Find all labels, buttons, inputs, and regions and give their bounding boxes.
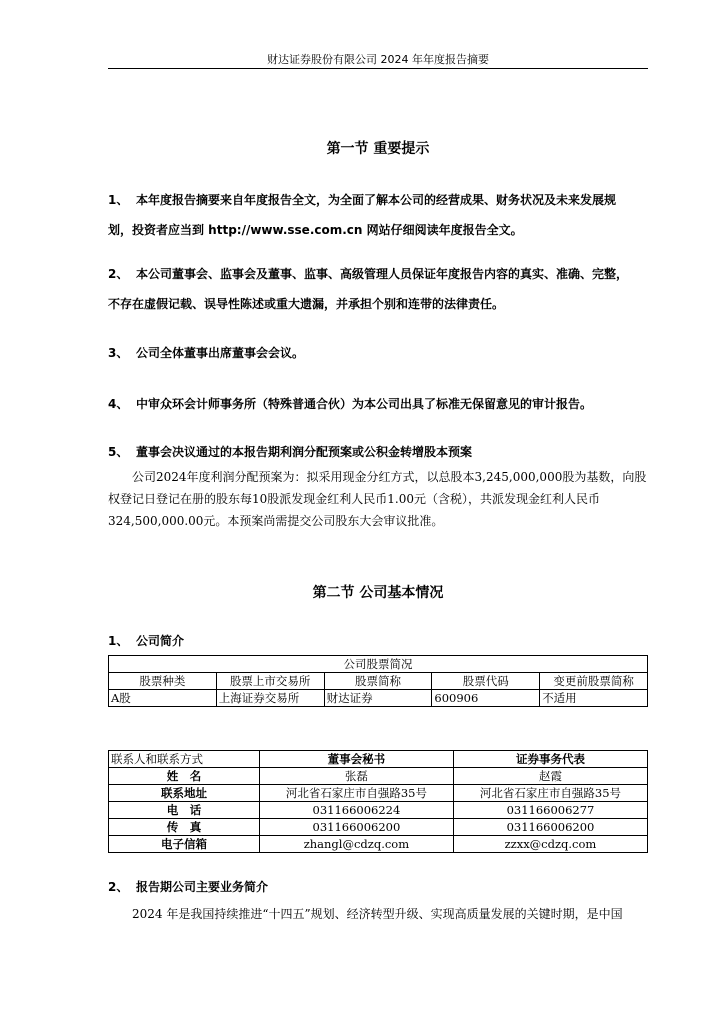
item-number: 2、 bbox=[108, 267, 129, 281]
table-cell: 河北省石家庄市自强路35号 bbox=[453, 785, 647, 802]
table-header-cell: 董事会秘书 bbox=[259, 751, 453, 768]
section2-title: 第二节 公司基本情况 bbox=[312, 585, 444, 601]
table-cell: 不适用 bbox=[540, 690, 648, 707]
item-number: 4、 bbox=[108, 397, 129, 411]
section1-title: 第一节 重要提示 bbox=[326, 141, 430, 157]
table-header-cell: 股票简称 bbox=[324, 673, 432, 690]
table-header-cell: 证券事务代表 bbox=[453, 751, 647, 768]
table-row-label: 电子信箱 bbox=[109, 836, 260, 853]
table-header-cell: 联系人和联系方式 bbox=[109, 751, 260, 768]
item-line: 公司全体董事出席董事会会议。 bbox=[136, 346, 305, 360]
table-header-cell: 股票上市交易所 bbox=[216, 673, 324, 690]
item-line: 本公司董事会、监事会及董事、监事、高级管理人员保证年度报告内容的真实、准确、完整， bbox=[136, 267, 629, 281]
table-row bbox=[109, 690, 648, 707]
table-header-cell: 股票代码 bbox=[432, 673, 540, 690]
item-number: 2、 bbox=[108, 880, 129, 894]
table-cell: 031166006200 bbox=[259, 819, 453, 836]
item-line: 划，投资者应当到 http://www.sse.com.cn 网站仔细阅读年度报告全文。 bbox=[108, 223, 523, 237]
table-row-label: 姓 名 bbox=[109, 768, 260, 785]
table-row bbox=[109, 836, 648, 853]
table-cell: 河北省石家庄市自强路35号 bbox=[259, 785, 453, 802]
table-cell: zhangl@cdzq.com bbox=[259, 836, 453, 853]
table-row-label: 电 话 bbox=[109, 802, 260, 819]
business-overview-heading bbox=[108, 872, 648, 902]
table-header-row bbox=[109, 751, 648, 768]
item-line: 董事会决议通过的本报告期利润分配预案或公积金转增股本预案 bbox=[136, 445, 473, 459]
table-header-cell: 股票种类 bbox=[109, 673, 217, 690]
table-cell: 赵霞 bbox=[453, 768, 647, 785]
table-cell: 上海证券交易所 bbox=[216, 690, 324, 707]
page-header: 财达证券股份有限公司 2024 年年度报告摘要 bbox=[267, 53, 489, 66]
notice-item-2 bbox=[108, 259, 648, 319]
notice-item-4 bbox=[108, 389, 648, 419]
item-number: 1、 bbox=[108, 634, 129, 648]
table-row bbox=[109, 802, 648, 819]
item-line: 中审众环会计师事务所（特殊普通合伙）为本公司出具了标准无保留意见的审计报告。 bbox=[136, 397, 593, 411]
table-header-row bbox=[109, 673, 648, 690]
item-label: 公司简介 bbox=[136, 634, 185, 648]
item-label: 报告期公司主要业务简介 bbox=[136, 880, 269, 894]
dividend-plan-text: 公司2024年度利润分配预案为：拟采用现金分红方式，以总股本3,245,000,000股为基数，向股权登记日登记在册的股东每10股派发现金红利人民币1.00元（含税），共派发现金红利人民币324,500,000.00元。本预案尚需提交公司股东大会审议批准。 bbox=[108, 470, 647, 528]
notice-item-5 bbox=[108, 437, 648, 467]
table-cell: 031166006200 bbox=[453, 819, 647, 836]
table-cell: 张磊 bbox=[259, 768, 453, 785]
company-profile-heading bbox=[108, 626, 648, 656]
table-row bbox=[109, 785, 648, 802]
table-row bbox=[109, 819, 648, 836]
item-number: 3、 bbox=[108, 346, 129, 360]
table-caption: 公司股票简况 bbox=[109, 656, 648, 673]
table-cell: 031166006224 bbox=[259, 802, 453, 819]
table-row-label: 联系地址 bbox=[109, 785, 260, 802]
table-header-cell: 变更前股票简称 bbox=[540, 673, 648, 690]
item-line: 不存在虚假记载、误导性陈述或重大遗漏，并承担个别和连带的法律责任。 bbox=[108, 297, 505, 311]
item-line: 本年度报告摘要来自年度报告全文，为全面了解本公司的经营成果、财务状况及未来发展规 bbox=[136, 193, 617, 207]
table-row bbox=[109, 768, 648, 785]
table-cell: 600906 bbox=[432, 690, 540, 707]
business-overview-text: 2024 年是我国持续推进“十四五”规划、经济转型升级、实现高质量发展的关键时期，是中国 bbox=[132, 907, 623, 921]
table-row-label: 传 真 bbox=[109, 819, 260, 836]
table-cell: A股 bbox=[109, 690, 217, 707]
item-number: 1、 bbox=[108, 193, 129, 207]
table-cell: 031166006277 bbox=[453, 802, 647, 819]
item-number: 5、 bbox=[108, 445, 129, 459]
header-rule bbox=[108, 68, 648, 69]
table-cell: zzxx@cdzq.com bbox=[453, 836, 647, 853]
stock-info-table bbox=[108, 655, 648, 707]
table-cell: 财达证券 bbox=[324, 690, 432, 707]
contact-table bbox=[108, 750, 648, 853]
notice-item-3 bbox=[108, 338, 648, 368]
notice-item-1 bbox=[108, 185, 648, 245]
